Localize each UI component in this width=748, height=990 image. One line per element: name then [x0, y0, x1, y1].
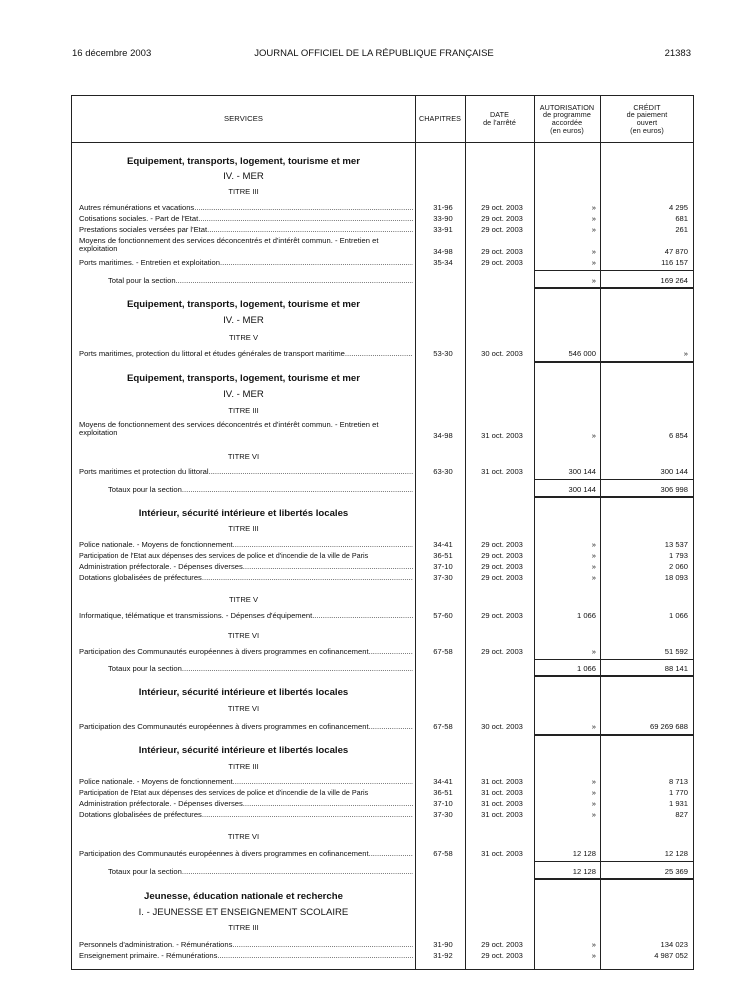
row-chapitre: 37-10 [433, 799, 453, 808]
total-double-rule [534, 496, 694, 498]
row-credit: » [683, 349, 688, 358]
row-label: Dotations globalisées de préfectures ..... [79, 811, 413, 819]
row-credit: 681 [675, 214, 688, 223]
row-credit: 18 093 [664, 573, 688, 582]
row-date: 29 oct. 2003 [481, 540, 523, 549]
row-label: Personnels d'administration. - Rémunérations ..... [79, 941, 413, 949]
row-autorisation: » [591, 225, 596, 234]
row-label: Participation de l'Etat aux dépenses des services de police et d'incendie de la ville de Paris [79, 552, 369, 560]
row-autorisation: » [591, 247, 596, 256]
row-credit: 1 793 [668, 551, 688, 560]
row-label: Dotations globalisées de préfectures ..... [79, 574, 413, 582]
row-label: Moyens de fonctionnement des services déconcentrés et d'intérêt commun. - Entretien et exploitation [79, 237, 379, 253]
row-autorisation: » [591, 777, 596, 786]
table-row [72, 421, 693, 439]
total-autorisation: 1 066 [576, 664, 596, 673]
row-date: 29 oct. 2003 [481, 258, 523, 267]
row-credit: 6 854 [668, 431, 688, 440]
col-divider [465, 96, 466, 969]
titre-heading: TITRE VI [227, 832, 260, 841]
row-chapitre: 53-30 [433, 349, 453, 358]
row-chapitre: 34-98 [433, 431, 453, 440]
header-page-number: 21383 [664, 48, 691, 59]
row-credit: 8 713 [668, 777, 688, 786]
header-rule [72, 142, 693, 143]
row-autorisation: » [591, 647, 596, 656]
row-autorisation: » [591, 540, 596, 549]
row-autorisation: » [591, 562, 596, 571]
row-autorisation: » [591, 551, 596, 560]
row-date: 29 oct. 2003 [481, 551, 523, 560]
row-autorisation: » [591, 573, 596, 582]
total-autorisation: 300 144 [568, 485, 596, 494]
header-journal-title: JOURNAL OFFICIEL DE LA RÉPUBLIQUE FRANÇAISE [254, 48, 494, 59]
row-date: 30 oct. 2003 [481, 349, 523, 358]
row-chapitre: 67-58 [433, 849, 453, 858]
row-chapitre: 36-51 [433, 788, 453, 797]
row-chapitre: 35-34 [433, 258, 453, 267]
row-label: Participation des Communautés européennes à divers programmes en cofinancement ..... [79, 850, 413, 858]
total-double-rule [534, 287, 694, 289]
row-autorisation: » [591, 951, 596, 960]
col-divider [600, 96, 601, 969]
total-credit: 25 369 [664, 867, 688, 876]
header-date: 16 décembre 2003 [72, 48, 152, 59]
row-chapitre: 31-96 [433, 203, 453, 212]
row-date: 31 oct. 2003 [481, 788, 523, 797]
row-date: 29 oct. 2003 [481, 562, 523, 571]
row-chapitre: 37-30 [433, 573, 453, 582]
total-credit: 169 264 [660, 276, 688, 285]
row-chapitre: 67-58 [433, 722, 453, 731]
titre-heading: TITRE III [228, 187, 259, 196]
row-credit: 1 770 [668, 788, 688, 797]
total-rule [534, 479, 694, 480]
row-chapitre: 36-51 [433, 551, 453, 560]
total-autorisation: » [591, 276, 596, 285]
row-autorisation: » [591, 203, 596, 212]
row-label: Participation des Communautés européennes à divers programmes en cofinancement ..... [79, 648, 413, 656]
row-date: 31 oct. 2003 [481, 467, 523, 476]
titre-heading: TITRE VI [227, 452, 260, 461]
row-credit: 51 592 [664, 647, 688, 656]
titre-heading: TITRE III [228, 524, 259, 533]
col-divider [534, 96, 535, 969]
titre-heading: TITRE V [228, 595, 259, 604]
row-credit: 12 128 [664, 849, 688, 858]
total-double-rule [534, 361, 694, 363]
row-chapitre: 33-91 [433, 225, 453, 234]
section-title: Equipement, transports, logement, tourisme et mer [127, 299, 360, 310]
col-header-services: SERVICES [223, 114, 264, 124]
section-subtitle: IV. - MER [223, 315, 264, 326]
row-date: 29 oct. 2003 [481, 611, 523, 620]
row-label: Ports maritimes et protection du littoral ..... [79, 468, 413, 476]
row-date: 29 oct. 2003 [481, 647, 523, 656]
row-autorisation: » [591, 258, 596, 267]
row-label: Prestations sociales versées par l'Etat ..... [79, 226, 413, 234]
row-label: Ports maritimes. - Entretien et exploitation ..... [79, 259, 413, 267]
total-autorisation: 12 128 [572, 867, 596, 876]
row-credit: 261 [675, 225, 688, 234]
row-chapitre: 31-92 [433, 951, 453, 960]
section-title: Jeunesse, éducation nationale et recherche [144, 891, 343, 902]
row-label: Moyens de fonctionnement des services déconcentrés et d'intérêt commun. - Entretien et exploitation [79, 421, 379, 437]
row-credit: 1 066 [668, 611, 688, 620]
row-label: Cotisations sociales. - Part de l'Etat ..... [79, 215, 413, 223]
row-credit: 69 269 688 [649, 722, 688, 731]
section-title: Equipement, transports, logement, tourisme et mer [127, 156, 360, 167]
row-label: Police nationale. - Moyens de fonctionnement ..... [79, 778, 413, 786]
section-title: Intérieur, sécurité intérieure et libertés locales [138, 687, 349, 698]
row-autorisation: » [591, 799, 596, 808]
row-date: 31 oct. 2003 [481, 799, 523, 808]
row-label: Autres rémunérations et vacations ..... [79, 204, 413, 212]
section-subtitle: IV. - MER [223, 389, 264, 400]
row-chapitre: 37-30 [433, 810, 453, 819]
row-label: Administration préfectorale. - Dépenses diverses ..... [79, 563, 413, 571]
row-credit: 116 157 [661, 258, 688, 267]
row-chapitre: 33-90 [433, 214, 453, 223]
titre-heading: TITRE VI [227, 631, 260, 640]
titre-heading: TITRE III [228, 406, 259, 415]
row-date: 31 oct. 2003 [481, 810, 523, 819]
row-autorisation: » [591, 431, 596, 440]
row-autorisation: » [591, 214, 596, 223]
total-double-rule [534, 675, 694, 677]
section-title: Intérieur, sécurité intérieure et libertés locales [138, 745, 349, 756]
total-rule [534, 270, 694, 271]
row-chapitre: 34-98 [433, 247, 453, 256]
row-credit: 4 295 [668, 203, 688, 212]
row-credit: 134 023 [660, 940, 688, 949]
row-label: Ports maritimes, protection du littoral et études générales de transport maritime ..... [79, 350, 413, 358]
row-autorisation: » [591, 722, 596, 731]
row-credit: 47 870 [664, 247, 688, 256]
row-autorisation: » [591, 810, 596, 819]
row-label: Informatique, télématique et transmissions. - Dépenses d'équipement ..... [79, 612, 413, 620]
titre-heading: TITRE III [228, 923, 259, 932]
row-chapitre: 37-10 [433, 562, 453, 571]
section-title: Intérieur, sécurité intérieure et libertés locales [138, 508, 349, 519]
credits-table [71, 95, 694, 970]
row-autorisation: » [591, 940, 596, 949]
row-chapitre: 31-90 [433, 940, 453, 949]
section-subtitle: I. - JEUNESSE ET ENSEIGNEMENT SCOLAIRE [138, 907, 349, 918]
row-credit: 4 987 052 [654, 951, 688, 960]
section-title: Equipement, transports, logement, tourisme et mer [127, 373, 360, 384]
row-autorisation: » [591, 788, 596, 797]
col-header-autorisation: AUTORISATION de programme accordée (en euros) [539, 102, 595, 135]
total-label: Totaux pour la section ..... [108, 486, 413, 494]
row-date: 31 oct. 2003 [481, 849, 523, 858]
col-divider [415, 96, 416, 969]
row-date: 31 oct. 2003 [481, 777, 523, 786]
total-label: Total pour la section ..... [108, 277, 413, 285]
table-row [72, 237, 693, 255]
row-credit: 13 537 [664, 540, 688, 549]
row-label: Administration préfectorale. - Dépenses diverses ..... [79, 800, 413, 808]
col-header-date: DATE de l'arrêté [483, 110, 516, 127]
total-rule [534, 861, 694, 862]
row-date: 30 oct. 2003 [481, 722, 523, 731]
row-credit: 2 060 [668, 562, 688, 571]
row-date: 29 oct. 2003 [481, 225, 523, 234]
row-date: 29 oct. 2003 [481, 951, 523, 960]
row-label: Participation de l'Etat aux dépenses des services de police et d'incendie de la ville de Paris [79, 789, 369, 797]
titre-heading: TITRE VI [227, 704, 260, 713]
row-date: 29 oct. 2003 [481, 203, 523, 212]
row-credit: 1 931 [668, 799, 688, 808]
col-header-chapitres: CHAPITRES [418, 114, 462, 124]
total-credit: 88 141 [664, 664, 688, 673]
row-autorisation: 1 066 [576, 611, 596, 620]
row-label: Police nationale. - Moyens de fonctionnement ..... [79, 541, 413, 549]
row-label: Participation des Communautés européennes à divers programmes en cofinancement ..... [79, 723, 413, 731]
titre-heading: TITRE V [228, 333, 259, 342]
total-label: Totaux pour la section ..... [108, 665, 413, 673]
row-date: 31 oct. 2003 [481, 431, 523, 440]
row-chapitre: 57-60 [433, 611, 453, 620]
row-label: Enseignement primaire. - Rémunérations ..... [79, 952, 413, 960]
col-header-credit: CRÉDIT de paiement ouvert (en euros) [626, 102, 668, 135]
total-double-rule [534, 878, 694, 880]
row-credit: 300 144 [660, 467, 688, 476]
row-date: 29 oct. 2003 [481, 573, 523, 582]
row-autorisation: 300 144 [568, 467, 596, 476]
row-autorisation: 12 128 [572, 849, 596, 858]
total-credit: 306 998 [660, 485, 688, 494]
total-rule [534, 659, 694, 660]
row-chapitre: 63-30 [433, 467, 453, 476]
total-double-rule [534, 734, 694, 736]
row-date: 29 oct. 2003 [481, 214, 523, 223]
section-subtitle: IV. - MER [223, 171, 264, 182]
row-chapitre: 67-58 [433, 647, 453, 656]
row-date: 29 oct. 2003 [481, 247, 523, 256]
row-autorisation: 546 000 [568, 349, 596, 358]
row-chapitre: 34-41 [433, 777, 453, 786]
row-chapitre: 34-41 [433, 540, 453, 549]
titre-heading: TITRE III [228, 762, 259, 771]
row-credit: 827 [675, 810, 688, 819]
total-label: Totaux pour la section ..... [108, 868, 413, 876]
row-date: 29 oct. 2003 [481, 940, 523, 949]
